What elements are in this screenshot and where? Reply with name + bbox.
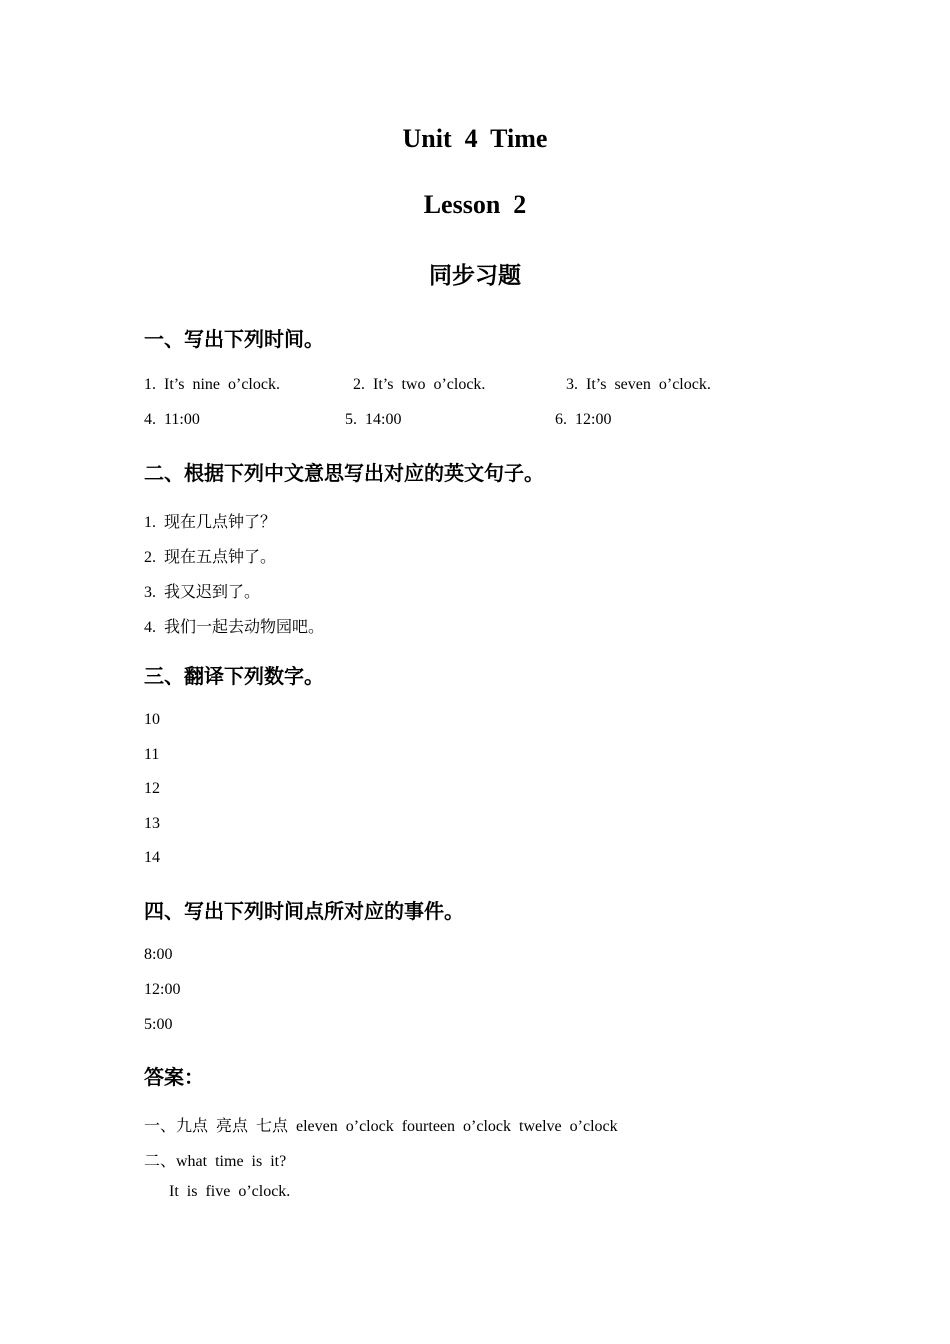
document-subtitle: Lesson 2 — [423, 190, 527, 219]
section-4-heading: 四、写出下列时间点所对应的事件。 — [144, 899, 464, 923]
answer-line-3: It is five o’clock. — [169, 1183, 291, 1200]
answers-heading: 答案： — [144, 1065, 204, 1089]
s4-item-2: 12:00 — [144, 981, 181, 998]
s1-item-2: 2. It’s two o’clock. — [353, 376, 486, 393]
s1-item-4: 4. 11:00 — [144, 411, 200, 428]
s2-item-4: 4. 我们一起去动物园吧。 — [144, 619, 325, 636]
s3-item-1: 10 — [144, 711, 160, 728]
section-2-heading: 二、根据下列中文意思写出对应的英文句子。 — [144, 461, 544, 485]
s3-item-5: 14 — [144, 849, 160, 866]
s3-item-3: 12 — [144, 780, 160, 797]
s4-item-3: 5:00 — [144, 1016, 173, 1033]
s3-item-2: 11 — [144, 746, 160, 763]
answer-line-1: 一、九点 亮点 七点 eleven o’clock fourteen o’clock twelve o’clock — [144, 1118, 618, 1135]
s1-item-6: 6. 12:00 — [555, 411, 612, 428]
s2-item-2: 2. 现在五点钟了。 — [144, 549, 277, 566]
document-title: Unit 4 Time — [402, 124, 548, 153]
s1-item-5: 5. 14:00 — [345, 411, 402, 428]
s1-item-3: 3. It’s seven o’clock. — [566, 376, 711, 393]
section-1-heading: 一、写出下列时间。 — [144, 327, 324, 351]
answer-line-2: 二、what time is it? — [144, 1153, 287, 1170]
exercise-label: 同步习题 — [429, 263, 521, 289]
s4-item-1: 8:00 — [144, 946, 173, 963]
s3-item-4: 13 — [144, 815, 160, 832]
s1-item-1: 1. It’s nine o’clock. — [144, 376, 280, 393]
s2-item-3: 3. 我又迟到了。 — [144, 584, 261, 601]
s2-item-1: 1. 现在几点钟了？ — [144, 514, 277, 531]
section-3-heading: 三、翻译下列数字。 — [144, 664, 324, 688]
